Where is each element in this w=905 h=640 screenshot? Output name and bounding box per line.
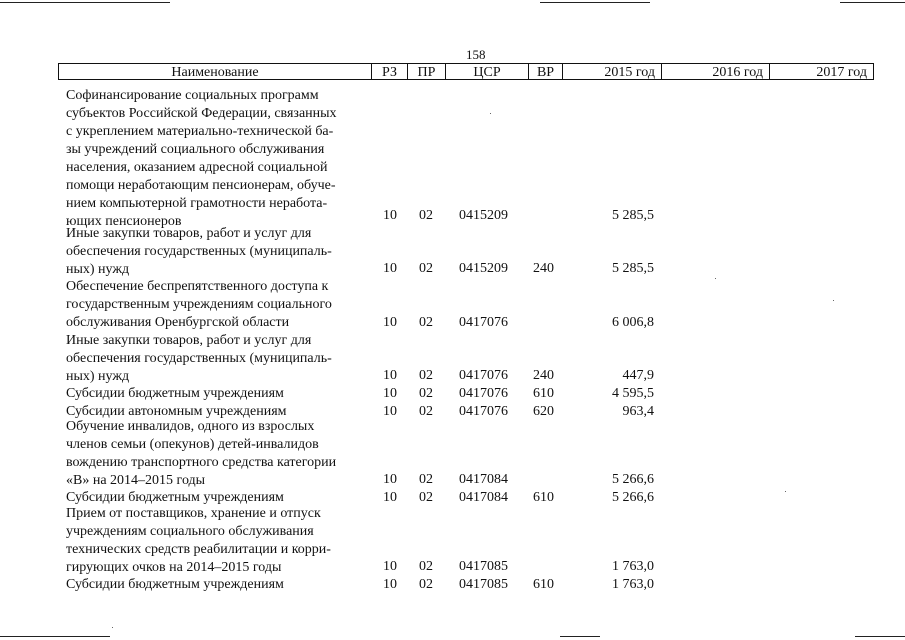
row-name: Прием от поставщиков, хранение и отпуск учреждениям социального обслуживания технических средств реабилитации и корри- гирующих очков на 2014–2015 годы [66, 506, 331, 575]
row-2015: 1 763,0 [612, 577, 654, 592]
table-row [0, 505, 905, 576]
row-pr: 02 [419, 315, 433, 330]
row-pr: 02 [419, 472, 433, 487]
row-rz: 10 [383, 386, 397, 401]
row-name: Иные закупки товаров, работ и услуг для обеспечения государственных (муниципаль- ных) нужд [66, 226, 332, 277]
row-pr: 02 [419, 208, 433, 223]
row-csr: 0415209 [459, 261, 508, 276]
table-row [0, 332, 905, 385]
row-rz: 10 [383, 368, 397, 383]
row-2015: 5 285,5 [612, 261, 654, 276]
row-2015: 447,9 [622, 368, 654, 383]
table-row [0, 87, 905, 229]
scan-speck [490, 113, 491, 114]
column-header-name: Наименование [171, 65, 259, 80]
row-pr: 02 [419, 368, 433, 383]
row-vr: 610 [533, 386, 554, 401]
row-rz: 10 [383, 404, 397, 419]
row-2015: 1 763,0 [612, 559, 654, 574]
row-rz: 10 [383, 315, 397, 330]
row-rz: 10 [383, 577, 397, 592]
table-row [0, 576, 905, 594]
scan-edge-top-mid [540, 2, 650, 3]
scan-speck [785, 491, 786, 492]
row-pr: 02 [419, 577, 433, 592]
scan-edge-bottom-right [855, 636, 905, 637]
row-csr: 0417084 [459, 490, 508, 505]
scan-speck [715, 278, 716, 279]
scan-edge-top-right [840, 2, 905, 3]
row-vr: 240 [533, 368, 554, 383]
row-pr: 02 [419, 261, 433, 276]
row-name: Субсидии автономным учреждениям [66, 404, 287, 419]
scan-speck [112, 627, 113, 628]
page-number: 158 [466, 47, 486, 62]
row-name: Субсидии бюджетным учреждениям [66, 386, 284, 401]
row-name: Иные закупки товаров, работ и услуг для обеспечения государственных (муниципаль- ных) нужд [66, 333, 332, 384]
column-header-2017: 2017 год [769, 64, 873, 79]
row-name: Субсидии бюджетным учреждениям [66, 490, 284, 505]
table-header [58, 63, 874, 80]
row-name: Обучение инвалидов, одного из взрослых членов семьи (опекунов) детей-инвалидов вождению транспортного средства категории «В» на 2014–2015 годы [66, 419, 337, 488]
row-rz: 10 [383, 559, 397, 574]
column-header-2016: 2016 год [661, 64, 769, 79]
row-csr: 0417084 [459, 472, 508, 487]
row-vr: 620 [533, 404, 554, 419]
column-header-vr: ВР [528, 64, 562, 79]
row-csr: 0417076 [459, 315, 508, 330]
row-2015: 5 285,5 [612, 208, 654, 223]
row-2015: 5 266,6 [612, 490, 654, 505]
column-header-2015: 2015 год [562, 64, 661, 79]
row-name: Обеспечение беспрепятственного доступа к государственным учреждениям социального обслуживания Оренбургской области [66, 279, 332, 330]
column-header-pr: ПР [407, 64, 445, 79]
row-rz: 10 [383, 490, 397, 505]
row-2015: 963,4 [622, 404, 654, 419]
row-rz: 10 [383, 472, 397, 487]
row-rz: 10 [383, 208, 397, 223]
row-vr: 610 [533, 577, 554, 592]
table-row [0, 278, 905, 332]
row-pr: 02 [419, 559, 433, 574]
row-csr: 0417076 [459, 404, 508, 419]
row-name: Софинансирование социальных программ субъектов Российской Федерации, связанных с укреплением материально-технической ба- зы учреждений социального обслуживания населения, оказанием адресной социальной помощи неработающим пенсионерам, обуче- нием компьютерной грамотности неработа- ющих пенсионеров [66, 88, 337, 229]
scan-edge-bottom-mid [560, 636, 600, 637]
row-2015: 5 266,6 [612, 472, 654, 487]
row-csr: 0415209 [459, 208, 508, 223]
scan-edge-top-left [0, 2, 170, 3]
scan-edge-bottom-left [0, 636, 110, 637]
row-pr: 02 [419, 404, 433, 419]
column-header-csr: ЦСР [445, 64, 528, 79]
table-row [0, 385, 905, 403]
column-header-rz: РЗ [371, 64, 407, 79]
row-csr: 0417076 [459, 386, 508, 401]
row-rz: 10 [383, 261, 397, 276]
row-pr: 02 [419, 386, 433, 401]
table-row [0, 418, 905, 489]
row-2015: 6 006,8 [612, 315, 654, 330]
row-name: Субсидии бюджетным учреждениям [66, 577, 284, 592]
row-2015: 4 595,5 [612, 386, 654, 401]
table-row [0, 225, 905, 278]
row-csr: 0417076 [459, 368, 508, 383]
row-csr: 0417085 [459, 577, 508, 592]
row-pr: 02 [419, 490, 433, 505]
scan-speck [833, 300, 834, 301]
row-csr: 0417085 [459, 559, 508, 574]
row-vr: 610 [533, 490, 554, 505]
row-vr: 240 [533, 261, 554, 276]
